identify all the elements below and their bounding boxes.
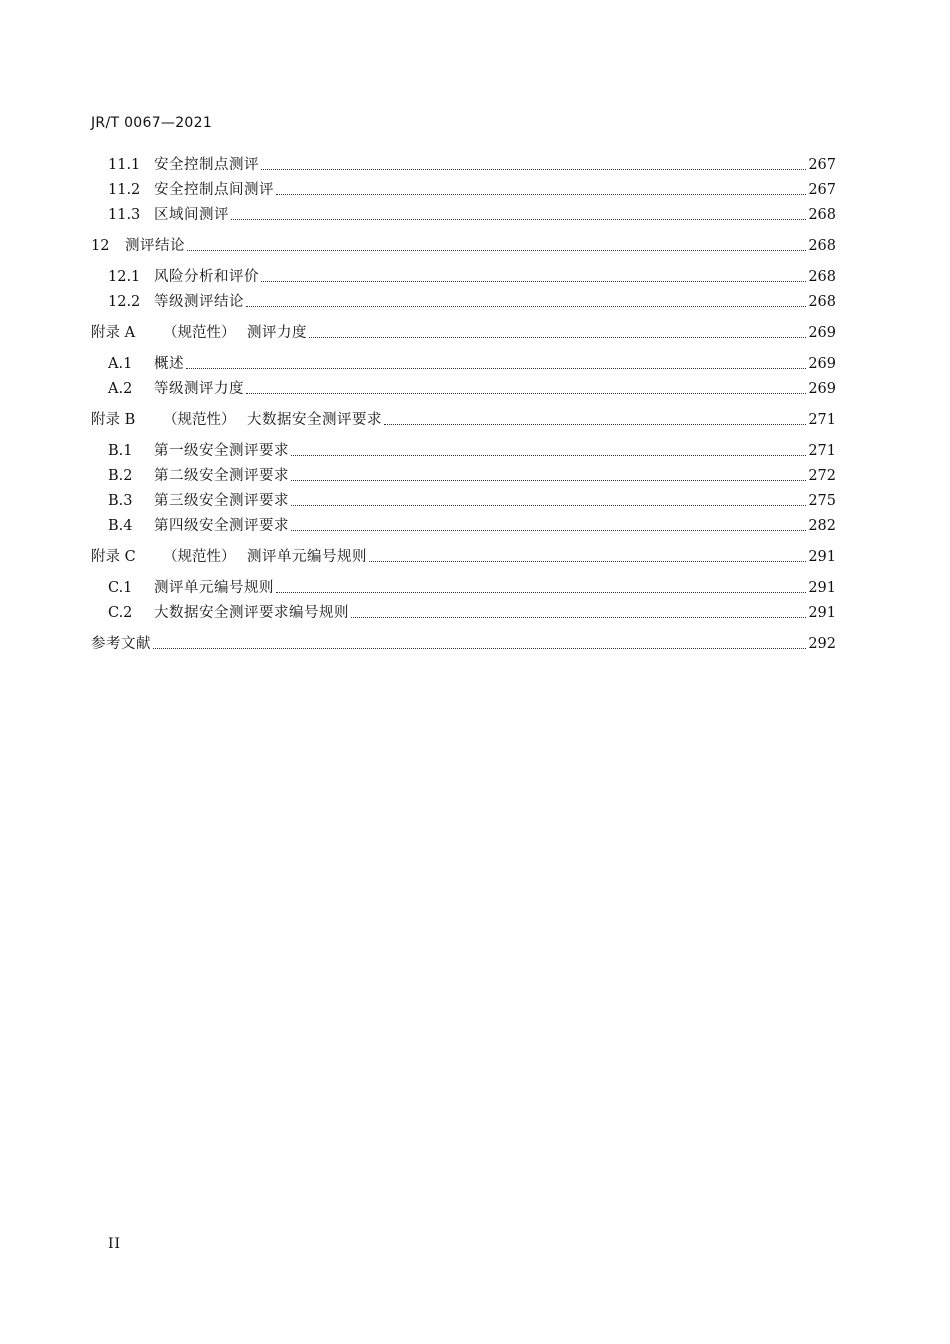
- toc-entry-number: B.1: [108, 443, 133, 459]
- toc-leader-dots: [231, 218, 806, 220]
- toc-leader-dots: [246, 392, 806, 394]
- toc-entry-page: 269: [808, 381, 836, 397]
- toc-entry-title: 测评力度: [247, 325, 307, 341]
- toc-entry-page: 272: [808, 468, 836, 484]
- toc-leader-dots: [261, 168, 806, 170]
- toc-entry-number: 12.1: [108, 269, 141, 285]
- toc-entry[interactable]: [108, 578, 836, 598]
- toc-leader-dots: [261, 280, 806, 282]
- toc-entry-title: 第一级安全测评要求: [154, 443, 289, 459]
- toc-leader-dots: [246, 305, 806, 307]
- toc-entry-number: 11.1: [108, 157, 141, 173]
- toc-entry-title: 等级测评结论: [154, 294, 244, 310]
- toc-entry-title: 区域间测评: [154, 207, 229, 223]
- toc-entry-page: 268: [808, 238, 836, 254]
- toc-entry[interactable]: [108, 267, 836, 287]
- toc-entry-title: 概述: [154, 356, 184, 372]
- toc-entry-page: 269: [808, 356, 836, 372]
- toc-entry-number: 附录 B: [91, 412, 136, 428]
- toc-entry-number: 11.2: [108, 182, 141, 198]
- toc-entry-number: A.1: [108, 356, 133, 372]
- toc-entry-page: 267: [808, 157, 836, 173]
- toc-entry-number: C.1: [108, 580, 133, 596]
- toc-entry-page: 268: [808, 294, 836, 310]
- toc-entry-title: 第三级安全测评要求: [154, 493, 289, 509]
- toc-leader-dots: [291, 479, 806, 481]
- toc-entry-title: 测评单元编号规则: [247, 549, 367, 565]
- toc-entry-page: 267: [808, 182, 836, 198]
- toc-entry-number: B.2: [108, 468, 133, 484]
- page-number: II: [108, 1236, 122, 1252]
- toc-leader-dots: [276, 591, 806, 593]
- toc-entry[interactable]: [108, 180, 836, 200]
- toc-entry[interactable]: [108, 441, 836, 461]
- toc-entry[interactable]: [108, 466, 836, 486]
- toc-leader-dots: [291, 454, 806, 456]
- toc-leader-dots: [369, 560, 806, 562]
- toc-entry[interactable]: [108, 354, 836, 374]
- toc-leader-dots: [309, 336, 806, 338]
- toc-entry-page: 271: [808, 412, 836, 428]
- toc-leader-dots: [187, 249, 806, 251]
- toc-entry[interactable]: [108, 205, 836, 225]
- toc-entry-page: 291: [808, 605, 836, 621]
- toc-entry[interactable]: [91, 323, 836, 343]
- toc-leader-dots: [186, 367, 806, 369]
- toc-entry-title: 安全控制点间测评: [154, 182, 274, 198]
- toc-entry-title: 大数据安全测评要求编号规则: [154, 605, 349, 621]
- toc-entry-number: A.2: [108, 381, 133, 397]
- toc-entry-tag: （规范性）: [163, 325, 236, 341]
- toc-entry-page: 291: [808, 549, 836, 565]
- toc-entry-title: 等级测评力度: [154, 381, 244, 397]
- toc-entry-title: 风险分析和评价: [154, 269, 259, 285]
- toc-entry-title: 测评结论: [125, 238, 185, 254]
- toc-entry[interactable]: [91, 547, 836, 567]
- toc-entry-number: 附录 A: [91, 325, 136, 341]
- toc-leader-dots: [276, 193, 806, 195]
- toc-entry[interactable]: [108, 379, 836, 399]
- toc-entry-title: 测评单元编号规则: [154, 580, 274, 596]
- toc-entry-number: B.4: [108, 518, 133, 534]
- toc-entry-page: 292: [808, 636, 836, 652]
- toc-entry-number: B.3: [108, 493, 133, 509]
- toc-entry[interactable]: [91, 410, 836, 430]
- toc-leader-dots: [153, 647, 806, 649]
- toc-leader-dots: [351, 616, 806, 618]
- toc-entry[interactable]: [108, 491, 836, 511]
- toc-entry-page: 282: [808, 518, 836, 534]
- toc-entry[interactable]: [108, 603, 836, 623]
- toc-entry-number: 12.2: [108, 294, 141, 310]
- toc-leader-dots: [384, 423, 806, 425]
- toc-entry-page: 271: [808, 443, 836, 459]
- toc-entry-title: 第四级安全测评要求: [154, 518, 289, 534]
- toc-leader-dots: [291, 504, 806, 506]
- toc-entry-number: C.2: [108, 605, 133, 621]
- toc-entry-page: 291: [808, 580, 836, 596]
- toc-entry-page: 268: [808, 207, 836, 223]
- toc-entry-number: 附录 C: [91, 549, 136, 565]
- toc-entry[interactable]: [91, 634, 836, 654]
- toc-entry-number: 11.3: [108, 207, 141, 223]
- toc-entry-title: 安全控制点测评: [154, 157, 259, 173]
- toc-entry-page: 275: [808, 493, 836, 509]
- document-id-header: JR/T 0067—2021: [91, 115, 213, 131]
- toc-entry[interactable]: [108, 155, 836, 175]
- toc-entry-number: 12: [91, 238, 110, 254]
- toc-entry[interactable]: [108, 292, 836, 312]
- toc-entry[interactable]: [91, 236, 836, 256]
- toc-entry[interactable]: [108, 516, 836, 536]
- toc-entry-title: 大数据安全测评要求: [247, 412, 382, 428]
- toc-entry-title: 第二级安全测评要求: [154, 468, 289, 484]
- toc-entry-tag: （规范性）: [163, 549, 236, 565]
- toc-entry-title: 参考文献: [91, 636, 151, 652]
- toc-entry-page: 268: [808, 269, 836, 285]
- toc-leader-dots: [291, 529, 806, 531]
- toc-entry-tag: （规范性）: [163, 412, 236, 428]
- toc-entry-page: 269: [808, 325, 836, 341]
